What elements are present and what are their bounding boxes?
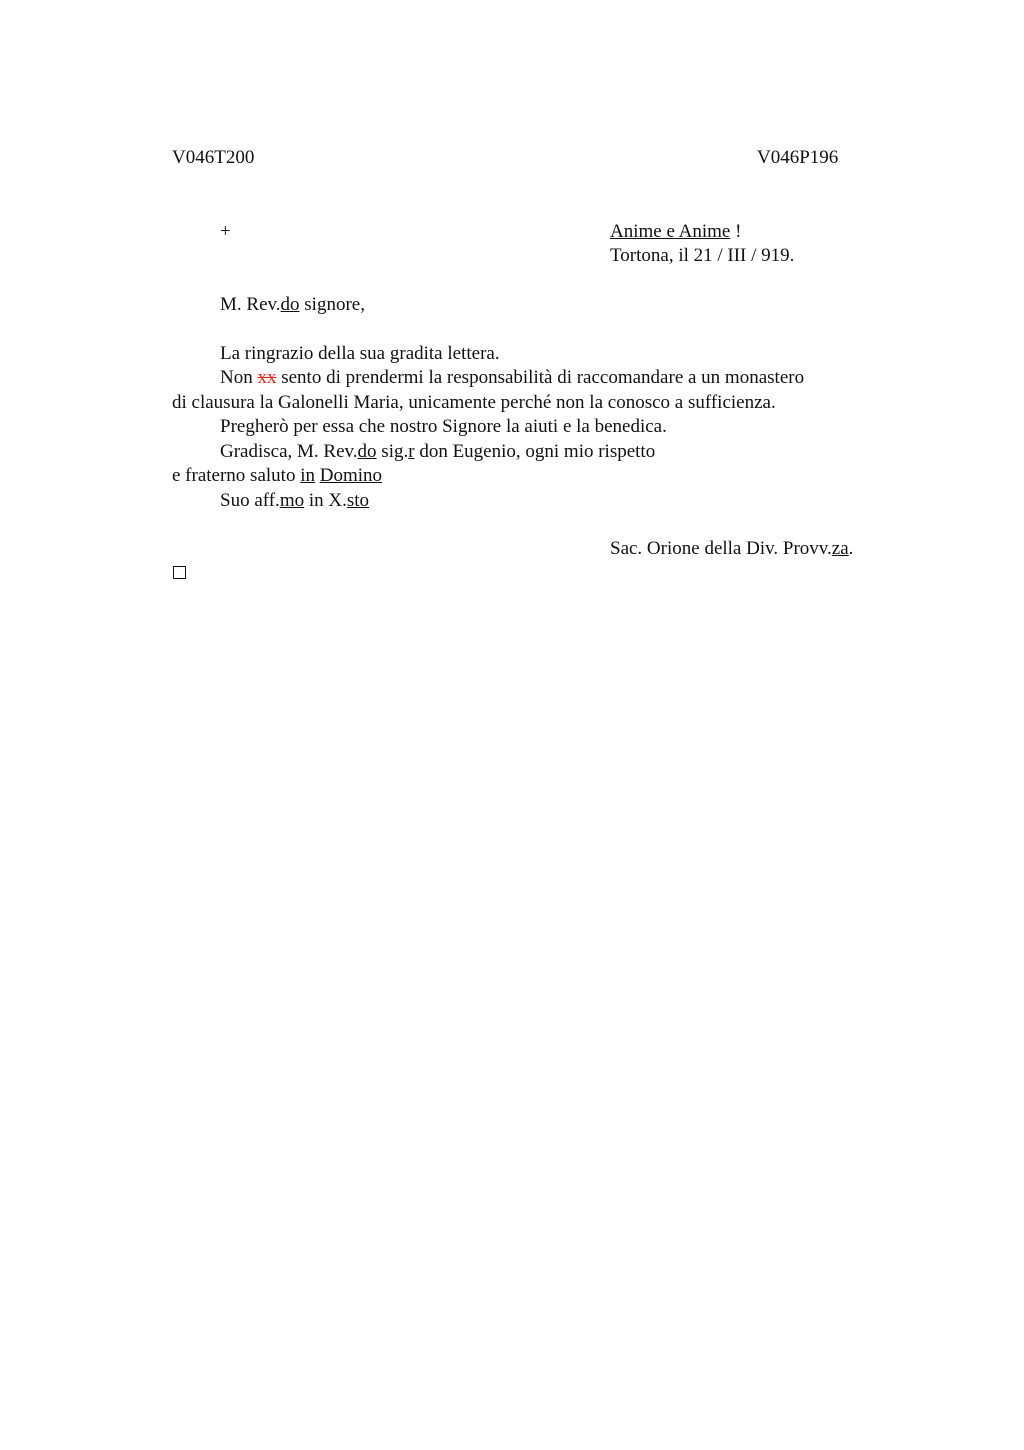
- abbr-superscript: r: [408, 441, 415, 462]
- body-line-4: Pregherò per essa che nostro Signore la aiuti e la benedica.: [220, 416, 667, 437]
- body-line-5-part: don Eugenio, ogni mio rispetto: [414, 441, 656, 462]
- abbr-superscript: mo: [279, 490, 305, 511]
- struck-text: xx: [257, 367, 277, 388]
- body-line-3: di clausura la Galonelli Maria, unicamente perché non la conosco a sufficienza.: [172, 392, 776, 413]
- salutation-abbr: do: [280, 294, 300, 315]
- document-code-right: V046P196: [757, 147, 839, 168]
- underlined-word: Domino: [319, 465, 383, 486]
- document-code-left: V046T200: [172, 147, 255, 168]
- signature-abbr: za: [831, 538, 849, 559]
- signature-text: Sac. Orione della Div. Provv.: [610, 538, 832, 559]
- body-line-2-pre: Non: [220, 367, 258, 388]
- underlined-word: in: [300, 465, 315, 486]
- square-outline-icon: [173, 566, 186, 579]
- body-line-5-part: sig.: [376, 441, 409, 462]
- body-line-2: [220, 366, 804, 390]
- abbr-superscript: sto: [346, 490, 370, 511]
- body-line-5-part: Gradisca, M. Rev.: [220, 441, 358, 462]
- closing-part: in X.: [304, 490, 347, 511]
- body-line-5: [220, 440, 655, 464]
- salutation-pre: M. Rev.: [220, 294, 281, 315]
- salutation-post: signore,: [299, 294, 365, 315]
- body-line-6: [172, 464, 382, 488]
- motto-text: Anime e Anime: [610, 221, 731, 242]
- motto: [610, 220, 741, 244]
- place-date: Tortona, il 21 / III / 919.: [610, 245, 795, 266]
- body-line-6-part: e fraterno saluto: [172, 465, 301, 486]
- body-line-1: La ringrazio della sua gradita lettera.: [220, 343, 500, 364]
- body-line-2-post: sento di prendermi la responsabilità di raccomandare a un monastero: [276, 367, 805, 388]
- motto-exclamation: !: [735, 221, 742, 242]
- abbr-superscript: do: [357, 441, 377, 462]
- cross-mark: +: [220, 221, 231, 242]
- signature-period: .: [848, 538, 854, 559]
- signature: [610, 537, 853, 561]
- closing-line: [220, 489, 369, 513]
- salutation: [220, 293, 365, 317]
- closing-part: Suo aff.: [220, 490, 280, 511]
